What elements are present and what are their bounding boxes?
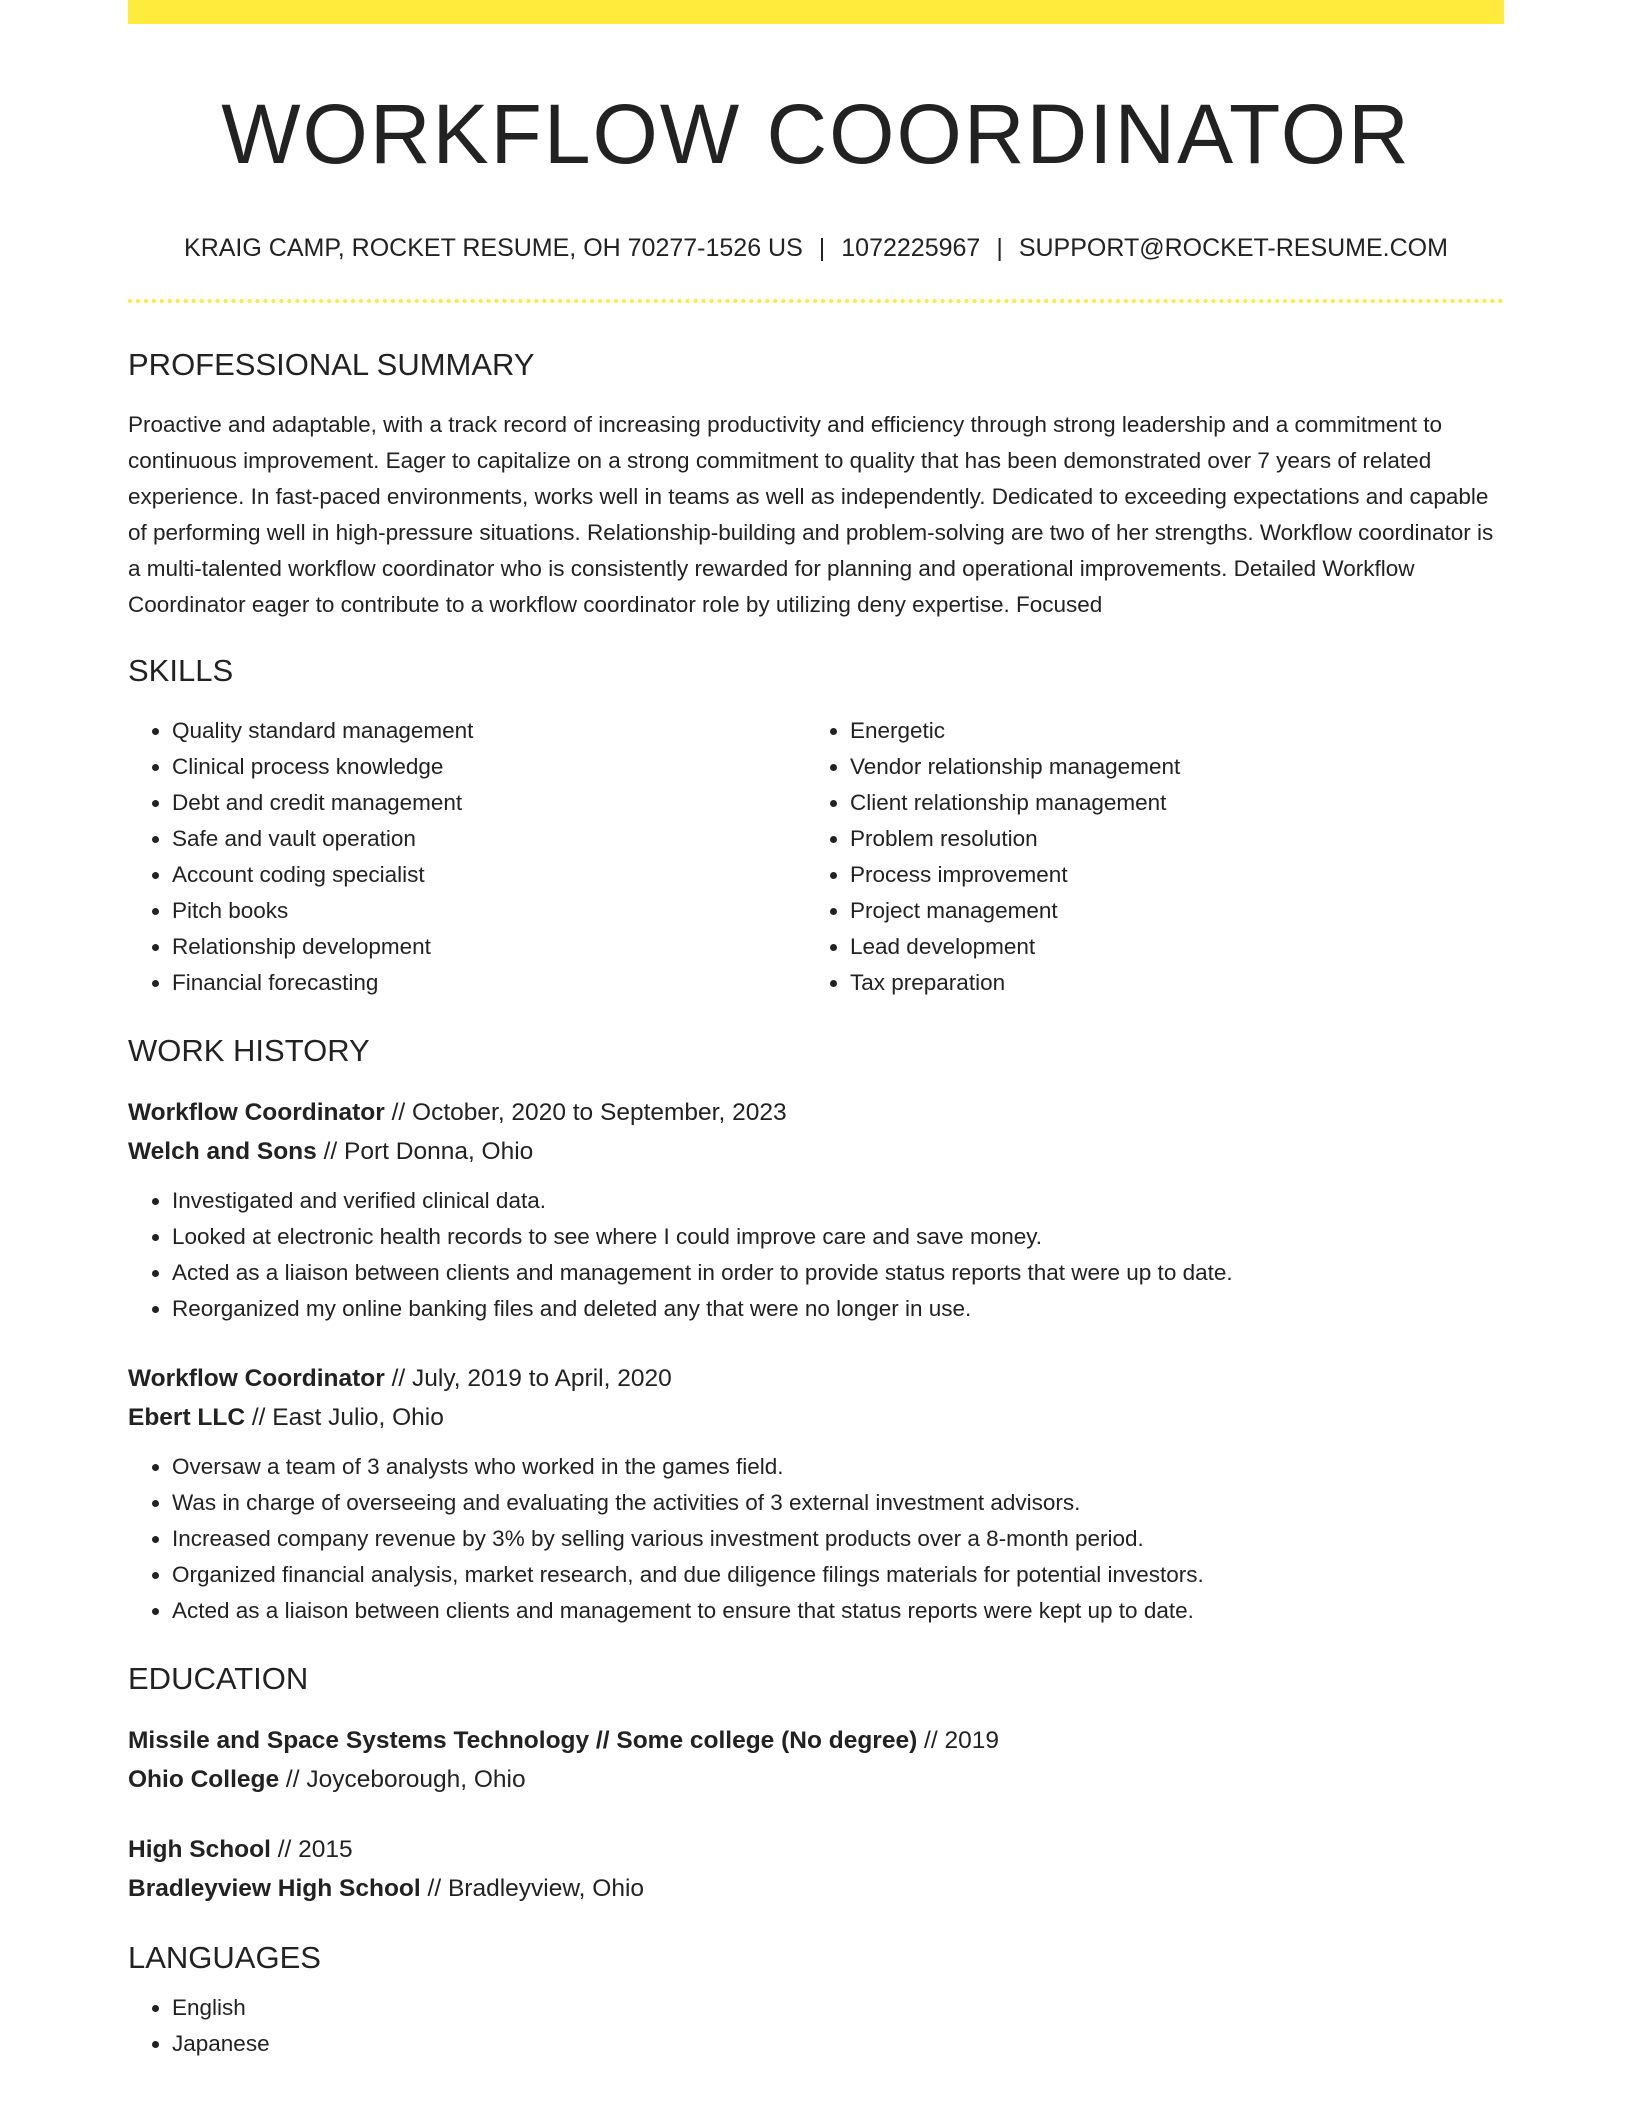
resume-title: WORKFLOW COORDINATOR — [221, 87, 1411, 181]
job-bullet: • Acted as a liaison between clients and management in order to provide status reports that were up to date. — [172, 1255, 1504, 1291]
education-year: // 2019 — [917, 1727, 999, 1754]
education-degree: Missile and Space Systems Technology // Some college (No degree) — [128, 1727, 918, 1754]
job-bullet: • Increased company revenue by 3% by selling various investment products over a 8-month period. — [172, 1521, 1504, 1557]
job-bullet: • Organized financial analysis, market research, and due diligence filings materials for potential investors. — [172, 1557, 1504, 1593]
skill-item: • Process improvement — [850, 857, 1484, 893]
job-bullet: • Investigated and verified clinical data. — [172, 1183, 1504, 1219]
languages-heading: LANGUAGES — [128, 1940, 321, 1975]
job-title: Workflow Coordinator — [128, 1099, 385, 1126]
job-entry — [128, 1093, 1504, 1327]
summary-text: Proactive and adaptable, with a track record of increasing productivity and efficiency through strong leadership and a commitment to continuous improvement. Eager to capitalize on a strong commitment to quality that has been demonstrated over 7 years of related experience. In fast-paced environments, works well in teams as well as independently. Dedicated to exceeding expectations and capable of performing well in high-pressure situations. Relationship-building and problem-solving are two of her strengths. Workflow coordinator is a multi-talented workflow coordinator who is consistently rewarded for planning and operational improvements. Detailed Workflow Coordinator eager to contribute to a workflow coordinator role by utilizing deny expertise. Focused — [128, 412, 1494, 617]
job-title-line — [128, 1093, 1504, 1132]
education-entry — [128, 1830, 1504, 1908]
education-degree-line — [128, 1721, 1504, 1760]
dotted-divider — [128, 299, 1504, 303]
education-degree-line — [128, 1830, 1504, 1869]
languages-list — [128, 1990, 1504, 2062]
education-location: // Joyceborough, Ohio — [279, 1766, 526, 1793]
job-location: // Port Donna, Ohio — [316, 1138, 534, 1165]
job-bullet: • Reorganized my online banking files and deleted any that were no longer in use. — [172, 1291, 1504, 1327]
contact-separator: | — [818, 234, 826, 262]
contact-info — [128, 232, 1504, 264]
skill-item: • Tax preparation — [850, 965, 1484, 1001]
top-accent-bar — [128, 0, 1504, 24]
skills-right-column — [806, 713, 1484, 1001]
skill-item: • Financial forecasting — [172, 965, 806, 1001]
job-bullets — [128, 1183, 1504, 1327]
job-company: Ebert LLC — [128, 1404, 246, 1431]
job-dates: // July, 2019 to April, 2020 — [384, 1365, 672, 1392]
job-bullet: • Looked at electronic health records to see where I could improve care and save money. — [172, 1219, 1504, 1255]
job-bullet: • Was in charge of overseeing and evaluating the activities of 3 external investment advisors. — [172, 1485, 1504, 1521]
skill-item: • Safe and vault operation — [172, 821, 806, 857]
job-location: // East Julio, Ohio — [245, 1404, 444, 1431]
skills-left-column — [128, 713, 806, 1001]
skill-item: • Energetic — [850, 713, 1484, 749]
skill-item: • Clinical process knowledge — [172, 749, 806, 785]
skill-item: • Account coding specialist — [172, 857, 806, 893]
education-entry — [128, 1721, 1504, 1799]
job-title-line — [128, 1359, 1504, 1398]
work-history-heading: WORK HISTORY — [128, 1033, 370, 1068]
skill-item: • Client relationship management — [850, 785, 1484, 821]
job-bullets — [128, 1449, 1504, 1629]
skill-item: • Debt and credit management — [172, 785, 806, 821]
summary-heading: PROFESSIONAL SUMMARY — [128, 347, 535, 382]
education-year: // 2015 — [270, 1836, 353, 1863]
language-item: • Japanese — [172, 2026, 1504, 2062]
job-company-line — [128, 1398, 1504, 1437]
skill-item: • Project management — [850, 893, 1484, 929]
contact-email: SUPPORT@ROCKET-RESUME.COM — [1018, 234, 1448, 262]
skill-item: • Lead development — [850, 929, 1484, 965]
skill-item: • Vendor relationship management — [850, 749, 1484, 785]
job-company: Welch and Sons — [128, 1138, 317, 1165]
job-company-line — [128, 1132, 1504, 1171]
education-school-line — [128, 1760, 1504, 1799]
job-bullet: • Oversaw a team of 3 analysts who worked in the games field. — [172, 1449, 1504, 1485]
skills-grid — [128, 713, 1504, 1001]
education-school: Ohio College — [128, 1766, 280, 1793]
job-bullet: • Acted as a liaison between clients and management to ensure that status reports were kept up to date. — [172, 1593, 1504, 1629]
contact-address: KRAIG CAMP, ROCKET RESUME, OH 70277-1526 US — [184, 234, 803, 262]
language-item: • English — [172, 1990, 1504, 2026]
job-entry — [128, 1359, 1504, 1629]
education-school-line — [128, 1869, 1504, 1908]
skill-item: • Problem resolution — [850, 821, 1484, 857]
skill-item: • Pitch books — [172, 893, 806, 929]
education-location: // Bradleyview, Ohio — [420, 1875, 645, 1902]
education-degree: High School — [128, 1836, 271, 1863]
education-school: Bradleyview High School — [128, 1875, 421, 1902]
skill-item: • Relationship development — [172, 929, 806, 965]
education-heading: EDUCATION — [128, 1661, 309, 1696]
job-dates: // October, 2020 to September, 2023 — [384, 1099, 787, 1126]
skill-item: • Quality standard management — [172, 713, 806, 749]
contact-separator: | — [996, 234, 1003, 262]
skills-heading: SKILLS — [128, 653, 234, 688]
job-title: Workflow Coordinator — [128, 1365, 385, 1392]
contact-phone: 1072225967 — [841, 234, 981, 262]
resume-page — [128, 0, 1504, 2062]
